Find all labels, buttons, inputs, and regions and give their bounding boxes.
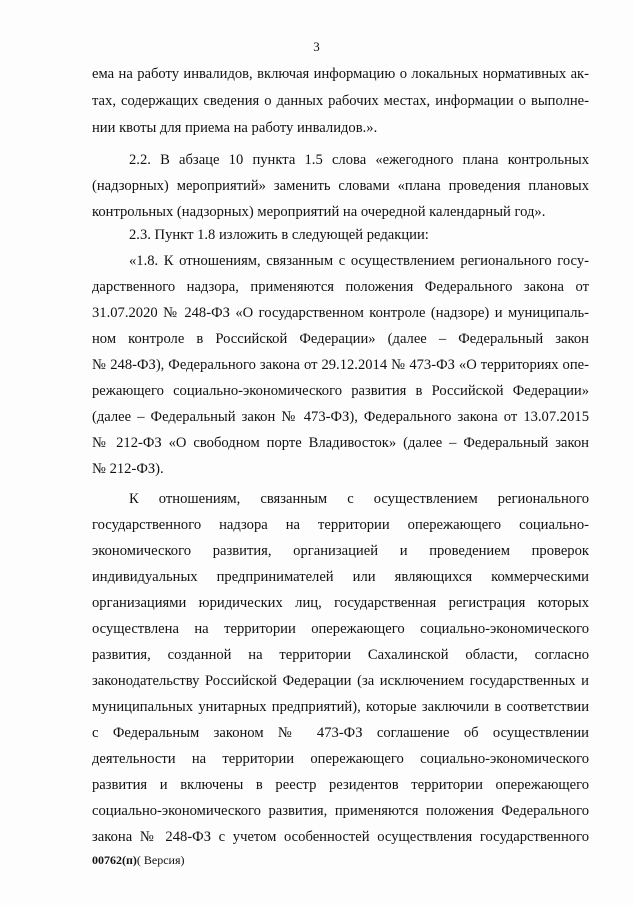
page-number: 3 <box>313 39 320 54</box>
text-line: «1.8. К отношениям, связанным с осуществлением регионального госу- <box>129 253 589 269</box>
text-line: осуществлена на территории опережающего социально-экономического <box>92 621 589 637</box>
text-line: контрольных (надзорных) мероприятий на очередной календарный год». <box>92 204 546 220</box>
text-line: развития, созданной на территории Сахалинской области, согласно <box>92 647 589 663</box>
text-line: ема на работу инвалидов, включая информацию о локальных нормативных ак- <box>92 66 589 82</box>
text-line: К отношениям, связанным с осуществлением регионального <box>129 491 589 507</box>
text-line: режающего социально-экономического развития в Российской Федерации» <box>92 383 589 399</box>
text-line: дарственного надзора, применяются положения Федерального закона от <box>92 279 589 295</box>
text-line: (далее – Федеральный закон № 473-ФЗ), Федерального закона от 13.07.2015 <box>92 409 589 425</box>
text-line: социально-экономического развития, применяются положения Федерального <box>92 803 589 819</box>
text-line: законодательству Российской Федерации (за исключением государственных и <box>92 673 589 689</box>
text-line: с Федеральным законом № 473-ФЗ соглашение об осуществлении <box>92 725 589 741</box>
text-line: развития и включены в реестр резидентов территории опережающего <box>92 777 589 793</box>
text-line: государственного надзора на территории опережающего социально- <box>92 517 589 533</box>
text-line: организациями юридических лиц, государственная регистрация которых <box>92 595 589 611</box>
text-line: нии квоты для приема на работу инвалидов.». <box>92 120 378 136</box>
text-line: муниципальных унитарных предприятий), которые заключили в соответствии <box>92 699 589 715</box>
text-line: ном контроле в Российской Федерации» (далее – Федеральный закон <box>92 331 589 347</box>
text-line: деятельности на территории опережающего социально-экономического <box>92 751 589 767</box>
document-code: 00762(п) <box>92 853 137 867</box>
text-line: тах, содержащих сведения о данных рабочих местах, информации о выполне- <box>92 93 589 109</box>
text-line: 2.2. В абзаце 10 пункта 1.5 слова «ежегодного плана контрольных <box>129 152 589 168</box>
text-line: № 248-ФЗ), Федерального закона от 29.12.2014 № 473-ФЗ «О территориях опе- <box>92 357 589 373</box>
text-line: закона № 248-ФЗ с учетом особенностей осуществления государственного <box>92 829 589 845</box>
document-version: ( Версия) <box>136 853 185 867</box>
text-line: № 212-ФЗ «О свободном порте Владивосток» (далее – Федеральный закон <box>92 435 589 451</box>
text-line: индивидуальных предпринимателей или являющихся коммерческими <box>92 569 589 585</box>
document-footer <box>92 852 185 868</box>
text-line: 31.07.2020 № 248-ФЗ «О государственном контроле (надзоре) и муниципаль- <box>92 305 589 321</box>
text-line: 2.3. Пункт 1.8 изложить в следующей редакции: <box>129 227 429 243</box>
text-line: № 212-ФЗ). <box>92 461 164 477</box>
text-line: (надзорных) мероприятий» заменить словами «плана проведения плановых <box>92 178 589 194</box>
text-line: экономического развития, организацией и проведением проверок <box>92 543 589 559</box>
